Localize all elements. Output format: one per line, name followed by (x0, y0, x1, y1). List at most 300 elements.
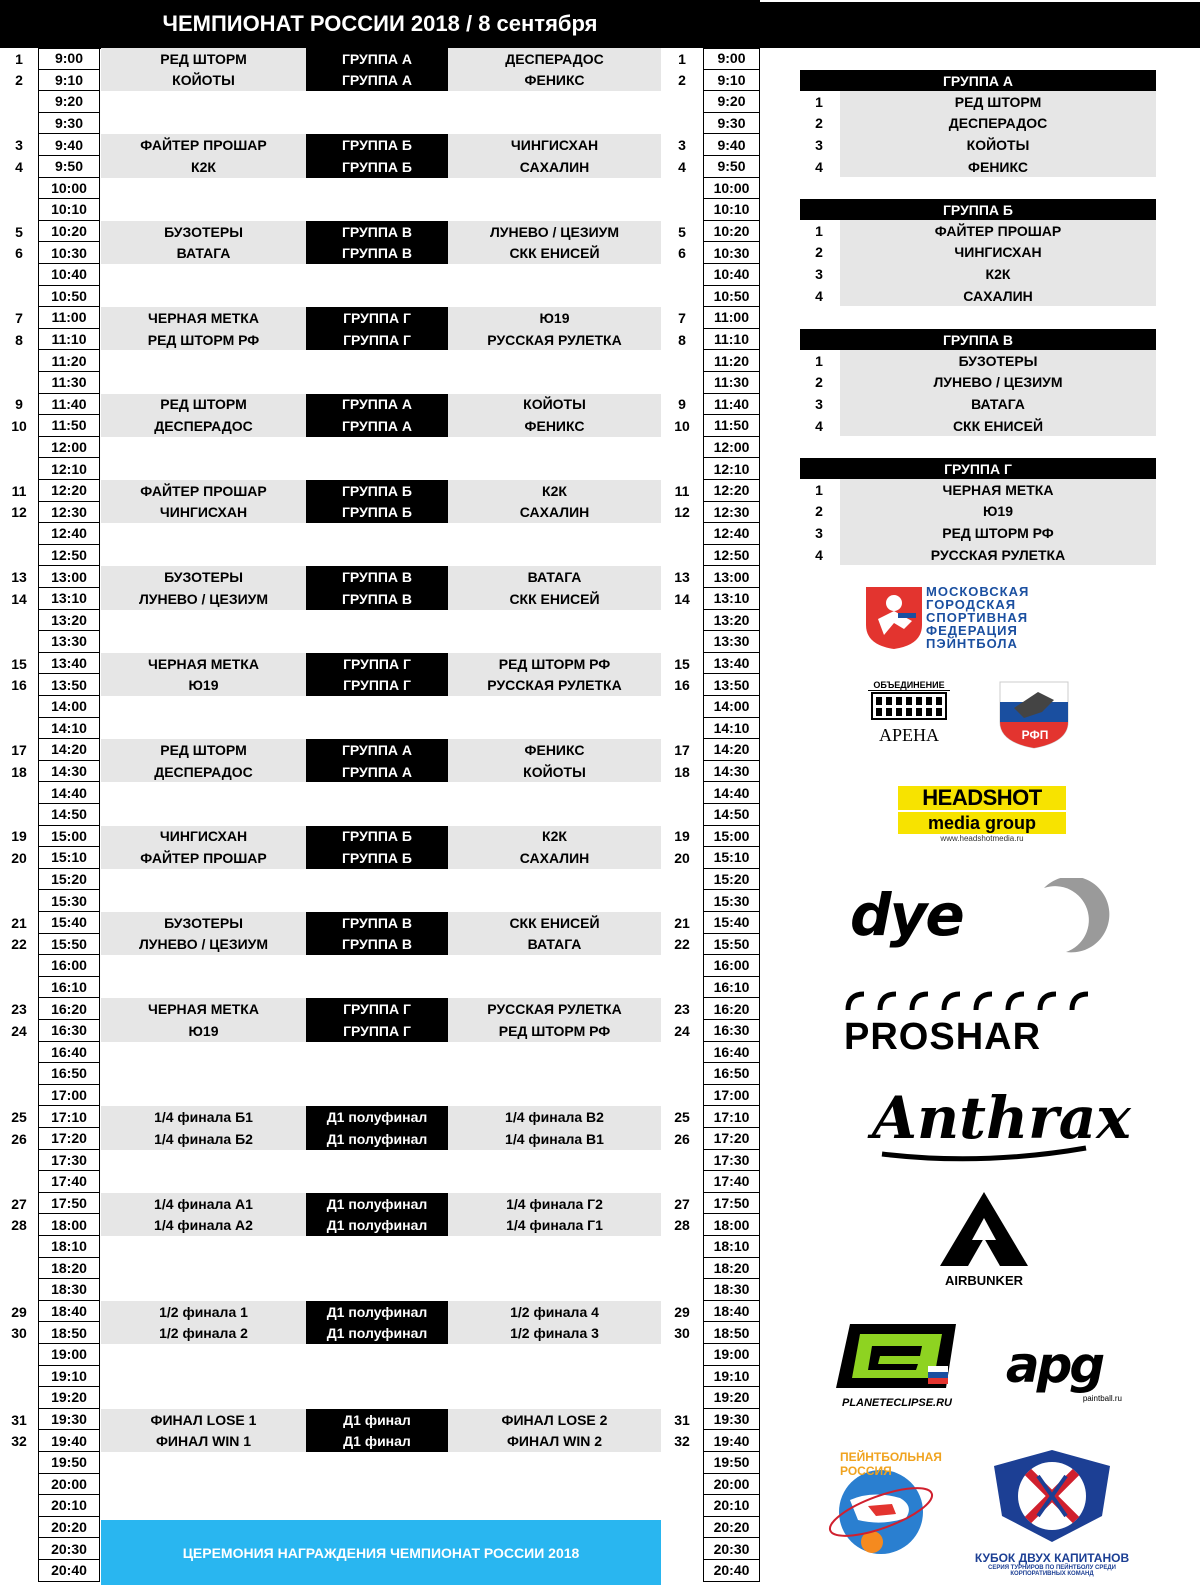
match-number: 5 (15, 223, 23, 240)
proshar-stripes-icon (844, 990, 1124, 1012)
match-number-right (661, 1150, 703, 1172)
time-slot-right: 16:30 (703, 1020, 760, 1042)
schedule-row (0, 1452, 760, 1474)
schedule-row (0, 696, 760, 718)
team-right: Ю19 (448, 307, 661, 329)
match-number (0, 977, 38, 999)
time-slot: 18:30 (38, 1279, 100, 1301)
time-slot: 15:20 (38, 869, 100, 891)
group-team-row (800, 350, 1156, 372)
group-label: ГРУППА Г (306, 307, 448, 329)
airbunker-text: AIRBUNKER (945, 1273, 1023, 1288)
time-slot-right: 17:10 (703, 1106, 760, 1128)
match-number: 6 (15, 245, 23, 262)
match-number-right: 25 (674, 1109, 690, 1126)
group-label: ГРУППА Г (306, 329, 448, 351)
match-number: 17 (11, 741, 27, 758)
time-slot: 14:50 (38, 804, 100, 826)
group-label: ГРУППА Б (306, 156, 448, 178)
team-left: ЧЕРНАЯ МЕТКА (101, 998, 306, 1020)
match-number-right: 15 (674, 655, 690, 672)
time-slot-right: 13:50 (703, 674, 760, 696)
match-number (0, 782, 38, 804)
team-right (448, 718, 661, 740)
time-slot: 16:00 (38, 955, 100, 977)
group-team-row (800, 220, 1156, 242)
team-left (101, 1366, 306, 1388)
match-number-right (661, 545, 703, 567)
team-left (101, 91, 306, 113)
time-slot-right: 16:40 (703, 1042, 760, 1064)
team-right: ФИНАЛ LOSE 2 (448, 1409, 661, 1431)
time-slot-right: 12:10 (703, 458, 760, 480)
team-right (448, 1063, 661, 1085)
group-team-name: РЕД ШТОРМ (840, 91, 1156, 113)
time-slot-right: 15:40 (703, 912, 760, 934)
match-number-right (661, 264, 703, 286)
time-slot: 16:40 (38, 1042, 100, 1064)
match-number-right (661, 1344, 703, 1366)
group-label: ГРУППА Б (306, 826, 448, 848)
mgsfp-line-1: МОСКОВСКАЯ (926, 584, 1030, 599)
match-number: 25 (11, 1109, 27, 1126)
group-label (306, 437, 448, 459)
group-label (306, 350, 448, 372)
time-slot-right: 9:20 (703, 91, 760, 113)
schedule-row (0, 1193, 760, 1215)
time-slot: 16:10 (38, 977, 100, 999)
group-team-rank: 3 (815, 524, 823, 541)
team-left: БУЗОТЕРЫ (101, 566, 306, 588)
group-label (306, 1366, 448, 1388)
time-slot-right: 17:50 (703, 1193, 760, 1215)
time-slot-right: 18:50 (703, 1322, 760, 1344)
team-left: БУЗОТЕРЫ (101, 912, 306, 934)
paintball-russia-text: ПЕЙНТБОЛЬНАЯ РОССИЯ (840, 1450, 942, 1478)
group-team-rank: 4 (815, 158, 823, 175)
schedule-row (0, 1495, 760, 1517)
group-label (306, 782, 448, 804)
team-left (101, 1085, 306, 1107)
team-right (448, 91, 661, 113)
time-slot: 17:20 (38, 1128, 100, 1150)
schedule-row (0, 156, 760, 178)
group-label (306, 1085, 448, 1107)
team-right: 1/2 финала 3 (448, 1322, 661, 1344)
proshar-logo (844, 990, 1124, 1058)
group-team-rank: 1 (815, 352, 823, 369)
schedule-row (0, 718, 760, 740)
team-right: РЕД ШТОРМ РФ (448, 1020, 661, 1042)
group-label: ГРУППА Б (306, 134, 448, 156)
match-number-right (661, 372, 703, 394)
team-right (448, 1236, 661, 1258)
group-label (306, 804, 448, 826)
match-number (0, 718, 38, 740)
match-number (0, 178, 38, 200)
time-slot-right: 14:40 (703, 782, 760, 804)
time-slot: 10:40 (38, 264, 100, 286)
team-left (101, 199, 306, 221)
team-right (448, 977, 661, 999)
team-left: ФИНАЛ LOSE 1 (101, 1409, 306, 1431)
schedule-row (0, 1474, 760, 1496)
match-number-right: 17 (674, 741, 690, 758)
schedule-row (0, 912, 760, 934)
match-number (0, 91, 38, 113)
schedule-row (0, 221, 760, 243)
time-slot-right: 10:20 (703, 221, 760, 243)
time-slot: 12:00 (38, 437, 100, 459)
match-number (0, 1366, 38, 1388)
group-team-rank: 1 (815, 222, 823, 239)
match-number (0, 1495, 38, 1517)
team-left (101, 804, 306, 826)
time-slot-right: 16:20 (703, 998, 760, 1020)
match-number-right (661, 804, 703, 826)
match-number (0, 1474, 38, 1496)
group-label: Д1 полуфинал (306, 1214, 448, 1236)
group-label (306, 1344, 448, 1366)
team-left (101, 1279, 306, 1301)
schedule-row (0, 869, 760, 891)
match-number (0, 696, 38, 718)
schedule-row (0, 286, 760, 308)
match-number: 18 (11, 763, 27, 780)
match-number-right (661, 1258, 703, 1280)
team-left: ФАЙТЕР ПРОШАР (101, 134, 306, 156)
group-label: ГРУППА Г (306, 998, 448, 1020)
team-left (101, 955, 306, 977)
match-number: 13 (11, 569, 27, 586)
time-slot-right: 19:30 (703, 1409, 760, 1431)
time-slot-right: 20:40 (703, 1560, 760, 1582)
mgsfp-line-4: ФЕДЕРАЦИЯ (926, 623, 1018, 638)
team-left: ФАЙТЕР ПРОШАР (101, 480, 306, 502)
schedule-row (0, 610, 760, 632)
match-number-right: 13 (674, 569, 690, 586)
match-number-right (661, 1042, 703, 1064)
group-label: Д1 полуфинал (306, 1193, 448, 1215)
schedule-row (0, 1387, 760, 1409)
match-number-right: 30 (674, 1325, 690, 1342)
time-slot: 19:30 (38, 1409, 100, 1431)
time-slot: 20:00 (38, 1474, 100, 1496)
eclipse-logo (832, 1320, 962, 1410)
match-number-right (661, 1538, 703, 1560)
time-slot: 10:50 (38, 286, 100, 308)
time-slot: 13:50 (38, 674, 100, 696)
group-label (306, 1474, 448, 1496)
group-label: Д1 финал (306, 1409, 448, 1431)
time-slot: 20:40 (38, 1560, 100, 1582)
team-right (448, 696, 661, 718)
team-right (448, 631, 661, 653)
time-slot: 20:30 (38, 1538, 100, 1560)
team-right (448, 782, 661, 804)
match-number-right (661, 610, 703, 632)
team-right (448, 869, 661, 891)
time-slot-right: 11:10 (703, 329, 760, 351)
match-number-right: 19 (674, 828, 690, 845)
group-team-row (800, 415, 1156, 437)
match-number: 8 (15, 331, 23, 348)
group-label (306, 1063, 448, 1085)
team-right: ВАТАГА (448, 934, 661, 956)
match-number-right (661, 1495, 703, 1517)
match-number-right (661, 1474, 703, 1496)
group-label (306, 1171, 448, 1193)
schedule-row (0, 1279, 760, 1301)
group-team-row (800, 242, 1156, 264)
match-number-right (661, 286, 703, 308)
group-label (306, 1279, 448, 1301)
time-slot: 15:00 (38, 826, 100, 848)
team-right (448, 1258, 661, 1280)
schedule-row (0, 91, 760, 113)
match-number (0, 458, 38, 480)
mgsfp-line-3: СПОРТИВНАЯ (926, 610, 1029, 625)
schedule-row (0, 329, 760, 351)
match-number-right (661, 91, 703, 113)
team-right: РЕД ШТОРМ РФ (448, 653, 661, 675)
group-header: ГРУППА А (800, 70, 1156, 91)
group-team-name: К2К (840, 263, 1156, 285)
match-number (0, 1517, 38, 1539)
group-label (306, 631, 448, 653)
schedule-row (0, 415, 760, 437)
group-label: Д1 полуфинал (306, 1322, 448, 1344)
group-label (306, 1452, 448, 1474)
group-label: ГРУППА Г (306, 653, 448, 675)
time-slot-right: 19:00 (703, 1344, 760, 1366)
team-right: КОЙОТЫ (448, 394, 661, 416)
match-number (0, 1344, 38, 1366)
rfp-text: РФП (1021, 728, 1049, 742)
time-slot: 14:40 (38, 782, 100, 804)
time-slot-right: 13:10 (703, 588, 760, 610)
time-slot: 11:00 (38, 307, 100, 329)
paintball-player-emblem-icon (864, 585, 924, 651)
team-left (101, 372, 306, 394)
team-left: 1/4 финала А1 (101, 1193, 306, 1215)
time-slot: 17:30 (38, 1150, 100, 1172)
schedule-row (0, 70, 760, 92)
team-left (101, 1063, 306, 1085)
time-slot-right: 20:20 (703, 1517, 760, 1539)
team-left (101, 458, 306, 480)
schedule-row (0, 1020, 760, 1042)
match-number: 2 (15, 72, 23, 89)
time-slot: 16:30 (38, 1020, 100, 1042)
time-slot: 9:40 (38, 134, 100, 156)
schedule-row (0, 113, 760, 135)
group-team-rank: 4 (815, 546, 823, 563)
match-number-right: 11 (674, 482, 690, 499)
group-label (306, 178, 448, 200)
time-slot-right: 12:40 (703, 523, 760, 545)
match-number-right (661, 1560, 703, 1582)
team-left: ЧЕРНАЯ МЕТКА (101, 653, 306, 675)
match-number-right: 21 (674, 914, 690, 931)
airbunker-logo (936, 1188, 1032, 1288)
group-team-rank: 1 (815, 481, 823, 498)
group-label: ГРУППА А (306, 394, 448, 416)
schedule-row (0, 523, 760, 545)
team-right (448, 1387, 661, 1409)
time-slot-right: 15:10 (703, 847, 760, 869)
match-number-right (661, 718, 703, 740)
group-label (306, 1495, 448, 1517)
time-slot: 12:30 (38, 502, 100, 524)
team-left: Ю19 (101, 1020, 306, 1042)
team-left: ЛУНЕВО / ЦЕЗИУМ (101, 588, 306, 610)
time-slot: 9:20 (38, 91, 100, 113)
team-right (448, 199, 661, 221)
schedule-row (0, 1171, 760, 1193)
team-left: РЕД ШТОРМ РФ (101, 329, 306, 351)
headshot-media-text: media group (898, 812, 1066, 834)
time-slot: 19:50 (38, 1452, 100, 1474)
match-number-right (661, 1085, 703, 1107)
schedule-row (0, 739, 760, 761)
team-right (448, 1150, 661, 1172)
time-slot-right: 14:20 (703, 739, 760, 761)
team-left (101, 1258, 306, 1280)
group-label: ГРУППА А (306, 48, 448, 70)
time-slot-right: 18:20 (703, 1258, 760, 1280)
team-left (101, 1150, 306, 1172)
time-slot-right: 20:30 (703, 1538, 760, 1560)
match-number-right: 5 (678, 223, 686, 240)
team-left: 1/4 финала А2 (101, 1214, 306, 1236)
match-number (0, 545, 38, 567)
headshot-url: www.headshotmedia.ru (940, 834, 1024, 843)
match-number-right (661, 1366, 703, 1388)
team-left: ФИНАЛ WIN 1 (101, 1430, 306, 1452)
team-right: САХАЛИН (448, 156, 661, 178)
time-slot: 20:10 (38, 1495, 100, 1517)
apg-url: paintball.ru (1082, 1394, 1122, 1403)
match-number: 29 (11, 1303, 27, 1320)
schedule-row (0, 1236, 760, 1258)
team-left (101, 523, 306, 545)
time-slot: 14:00 (38, 696, 100, 718)
time-slot-right: 17:20 (703, 1128, 760, 1150)
anthrax-swash-icon (872, 1144, 1092, 1164)
time-slot-right: 16:00 (703, 955, 760, 977)
schedule-row (0, 1430, 760, 1452)
schedule-row (0, 1042, 760, 1064)
team-left: ФАЙТЕР ПРОШАР (101, 847, 306, 869)
match-number-right: 3 (678, 137, 686, 154)
cup-title: КУБОК ДВУХ КАПИТАНОВ (974, 1551, 1130, 1565)
time-slot: 11:50 (38, 415, 100, 437)
time-slot: 13:00 (38, 566, 100, 588)
schedule-row (0, 1150, 760, 1172)
team-left (101, 782, 306, 804)
group-team-rank: 2 (815, 244, 823, 261)
match-number-right (661, 523, 703, 545)
time-slot: 17:10 (38, 1106, 100, 1128)
team-left (101, 1452, 306, 1474)
time-slot: 15:40 (38, 912, 100, 934)
group-header: ГРУППА Б (800, 199, 1156, 220)
match-number-right (661, 1236, 703, 1258)
schedule-row (0, 826, 760, 848)
eclipse-e-icon (832, 1320, 962, 1392)
proshar-text: PROSHAR (844, 1016, 1042, 1058)
schedule-row (0, 307, 760, 329)
match-number-right (661, 1063, 703, 1085)
match-number-right (661, 890, 703, 912)
schedule-row (0, 1258, 760, 1280)
match-number: 12 (11, 504, 27, 521)
time-slot: 19:40 (38, 1430, 100, 1452)
team-left: ЧИНГИСХАН (101, 826, 306, 848)
apg-text: apg (1005, 1336, 1103, 1394)
schedule-row (0, 934, 760, 956)
time-slot: 9:00 (38, 48, 100, 70)
group-label (306, 1258, 448, 1280)
team-left (101, 350, 306, 372)
eclipse-url: PLANETECLIPSE.RU (841, 1397, 952, 1409)
match-number (0, 631, 38, 653)
match-number-right (661, 1452, 703, 1474)
time-slot: 10:10 (38, 199, 100, 221)
schedule-row (0, 847, 760, 869)
time-slot: 12:20 (38, 480, 100, 502)
time-slot: 12:50 (38, 545, 100, 567)
group-team-rank: 1 (815, 93, 823, 110)
match-number-right (661, 1387, 703, 1409)
group-label: ГРУППА А (306, 739, 448, 761)
team-left (101, 869, 306, 891)
schedule-row (0, 350, 760, 372)
team-left: РЕД ШТОРМ (101, 394, 306, 416)
group-team-name: ВАТАГА (840, 393, 1156, 415)
time-slot: 17:00 (38, 1085, 100, 1107)
time-slot-right: 10:10 (703, 199, 760, 221)
team-right (448, 523, 661, 545)
time-slot-right: 9:40 (703, 134, 760, 156)
team-right (448, 437, 661, 459)
team-left (101, 1236, 306, 1258)
team-left (101, 890, 306, 912)
time-slot-right: 18:00 (703, 1214, 760, 1236)
time-slot-right: 19:10 (703, 1366, 760, 1388)
group-label: Д1 финал (306, 1430, 448, 1452)
group-label (306, 264, 448, 286)
team-left (101, 977, 306, 999)
match-number: 26 (11, 1130, 27, 1147)
time-slot: 10:30 (38, 242, 100, 264)
match-number: 23 (11, 1001, 27, 1018)
team-left (101, 1344, 306, 1366)
group-label: Д1 полуфинал (306, 1106, 448, 1128)
match-number-right: 31 (674, 1411, 690, 1428)
match-number: 24 (11, 1022, 27, 1039)
schedule-row (0, 394, 760, 416)
schedule-row (0, 545, 760, 567)
group-label (306, 1236, 448, 1258)
time-slot: 10:20 (38, 221, 100, 243)
group-team-name: БУЗОТЕРЫ (840, 350, 1156, 372)
team-right (448, 350, 661, 372)
group-label: ГРУППА Г (306, 1020, 448, 1042)
schedule-row (0, 804, 760, 826)
match-number (0, 869, 38, 891)
